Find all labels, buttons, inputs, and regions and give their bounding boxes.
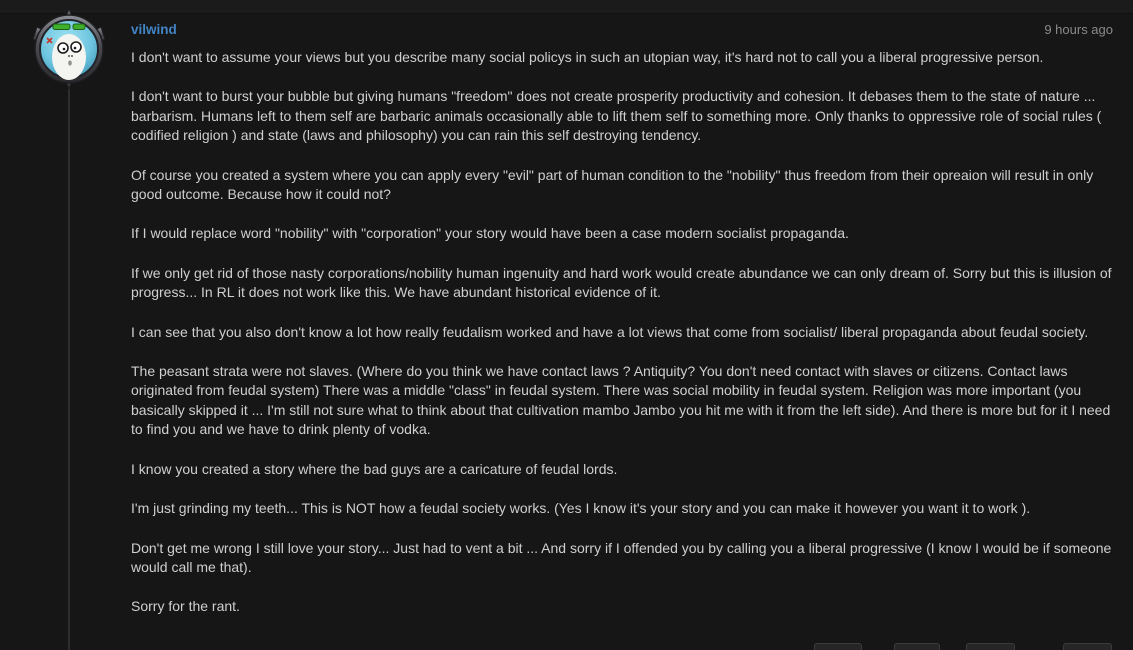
comment-thread-line: [68, 20, 70, 650]
comment-paragraph: Of course you created a system where you can apply every "evil" part of human condition to the "nobility" thus freedom from their opreaion will result in only good outcome. Because how it could not?: [131, 166, 1094, 203]
comment-paragraph: I know you created a story where the bad guys are a caricature of feudal lords.: [131, 460, 618, 477]
comment-paragraph: I'm just grinding my teeth... This is NOT how a feudal society works. (Yes I know it's your story and you can make it however you want it to work ).: [131, 500, 1031, 517]
comment-header: [131, 0, 1113, 40]
comment-action-button-1[interactable]: [814, 643, 862, 650]
comment-action-button-2[interactable]: [894, 643, 940, 650]
comment-paragraph: Sorry for the rant.: [131, 598, 240, 615]
comment-paragraph: Don't get me wrong I still love your story... Just had to vent a bit ... And sorry if I offended you by calling you a liberal progressive (I know I would be if someone would call me that).: [131, 539, 1112, 575]
avatar[interactable]: [29, 9, 109, 89]
avatar-image: [29, 9, 109, 89]
timestamp: 9 hours ago: [1044, 22, 1113, 37]
comment-paragraph: If I would replace word "nobility" with "corporation" your story would have been a case modern socialist propaganda.: [131, 225, 849, 242]
comment-paragraph: I don't want to burst your bubble but giving humans "freedom" does not create prosperity productivity and cohesion. It debases them to the state of nature ... barbarism. Humans left to them self are barbaric animals occasionally able to lift them self to something more. Only thanks to oppressive role of social rules ( codified religion ) and state (laws and philosophy) you can rain this self destroying tendency.: [131, 88, 1102, 144]
comment-text: [131, 48, 1113, 617]
comment-paragraph: The peasant strata were not slaves. (Where do you think we have contact laws ? Antiquity? You don't need contact with slaves or citizens. Contact laws originated from feudal system) There was a middle "class" in feudal system. There was social mobility in feudal system. Religion was more important (you basically skipped it ... I'm still not sure what to think about that cultivation mambo Jambo you hit me with it from the left side). And there is more but for it I need to find you and we have to drink plenty of vodka.: [131, 363, 1111, 438]
comment-paragraph: If we only get rid of those nasty corporations/nobility human ingenuity and hard work would create abundance we can only dream of. Sorry but this is illusion of progress... In RL it does not work like this. We have abundant historical evidence of it.: [131, 264, 1112, 301]
comment-paragraph: I don't want to assume your views but you describe many social policys in such an utopian way, it's hard not to call you a liberal progressive person.: [131, 49, 1044, 65]
comment-action-button-4[interactable]: [1063, 643, 1112, 650]
comment-paragraph: I can see that you also don't know a lot how really feudalism worked and have a lot views that come from socialist/ liberal propaganda about feudal society.: [131, 323, 1089, 340]
comment: [131, 0, 1113, 637]
comment-action-button-3[interactable]: [966, 643, 1015, 650]
author-link[interactable]: vilwind: [131, 22, 177, 37]
